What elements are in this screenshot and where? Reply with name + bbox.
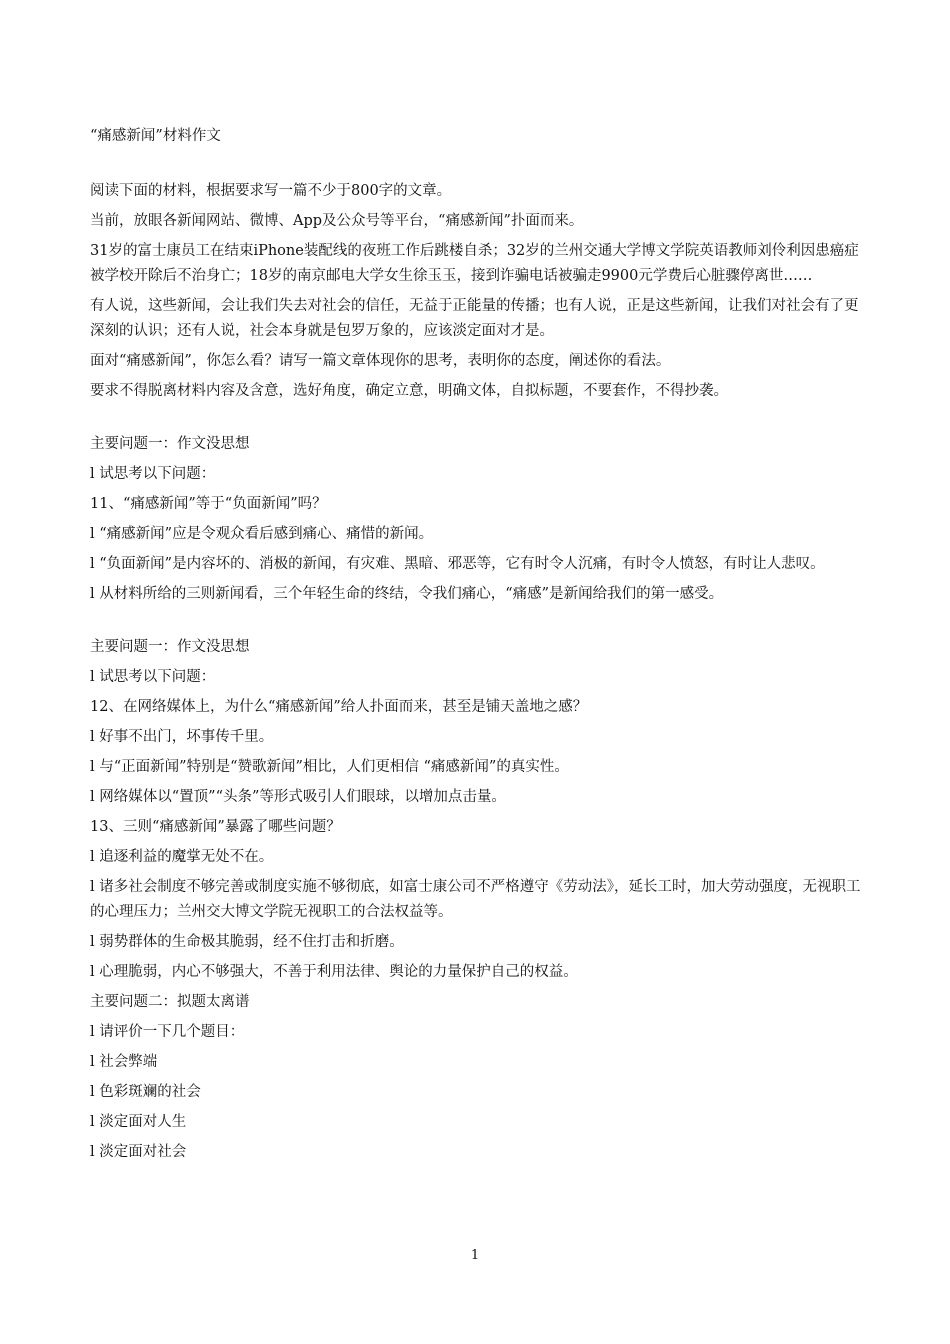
bullet-line: l 好事不出门，坏事传千里。 bbox=[90, 729, 274, 745]
bullet-line: l 弱势群体的生命极其脆弱，经不住打击和折磨。 bbox=[90, 934, 404, 950]
section-one bbox=[90, 432, 862, 607]
bullet-line: l 心理脆弱，内心不够强大，不善于利用法律、舆论的力量保护自己的权益。 bbox=[90, 964, 578, 980]
question-line: 13、三则“痛感新闻”暴露了哪些问题？ bbox=[90, 819, 341, 835]
bullet-line: l 请评价一下几个题目： bbox=[90, 1024, 245, 1040]
prompt-paragraph: 面对“痛感新闻”，你怎么看？请写一篇文章体现你的思考，表明你的态度，阐述你的看法。 bbox=[90, 353, 671, 369]
bullet-line: l 社会弊端 bbox=[90, 1054, 158, 1070]
question-line: 11、“痛感新闻”等于“负面新闻”吗？ bbox=[90, 496, 327, 512]
bullet-line: l 网络媒体以“置顶”“头条”等形式吸引人们眼球，以增加点击量。 bbox=[90, 789, 506, 805]
bullet-line: l 与“正面新闻”特别是“赞歌新闻”相比，人们更相信 “痛感新闻”的真实性。 bbox=[90, 759, 569, 775]
page-number: 1 bbox=[470, 1248, 480, 1263]
prompt-paragraph: 有人说，这些新闻，会让我们失去对社会的信任，无益于正能量的传播；也有人说，正是这些新闻，让我们对社会有了更深刻的认识；还有人说，社会本身就是包罗万象的，应该淡定面对才是。 bbox=[90, 298, 859, 339]
prompt-paragraph: 31岁的富士康员工在结束iPhone装配线的夜班工作后跳楼自杀；32岁的兰州交通大学博文学院英语教师刘伶利因患癌症被学校开除后不治身亡；18岁的南京邮电大学女生徐玉玉，接到诈骗电话被骗走9900元学费后心脏骤停离世…… bbox=[90, 243, 859, 284]
bullet-line: l 从材料所给的三则新闻看，三个年轻生命的终结，令我们痛心，“痛感”是新闻给我们的第一感受。 bbox=[90, 586, 724, 602]
bullet-line: l 试思考以下问题： bbox=[90, 466, 216, 482]
section-two bbox=[90, 635, 862, 1165]
document-title: “痛感新闻”材料作文 bbox=[90, 128, 221, 144]
bullet-line: l 淡定面对人生 bbox=[90, 1114, 187, 1130]
bullet-line: l 追逐利益的魔掌无处不在。 bbox=[90, 849, 274, 865]
section-heading: 主要问题一：作文没思想 bbox=[90, 639, 250, 655]
prompt-paragraph: 当前，放眼各新闻网站、微博、App及公众号等平台，“痛感新闻”扑面而来。 bbox=[90, 213, 584, 229]
prompt-section bbox=[90, 179, 862, 404]
prompt-paragraph: 要求不得脱离材料内容及含意，选好角度，确定立意，明确文体，自拟标题，不要套作，不得抄袭。 bbox=[90, 383, 728, 399]
bullet-line: l “痛感新闻”应是令观众看后感到痛心、痛惜的新闻。 bbox=[90, 526, 434, 542]
bullet-line: l 诸多社会制度不够完善或制度实施不够彻底，如富士康公司不严格遵守《劳动法》，延长工时，加大劳动强度，无视职工的心理压力；兰州交大博文学院无视职工的合法权益等。 bbox=[90, 879, 861, 920]
section-heading: 主要问题二：拟题太离谱 bbox=[90, 994, 250, 1010]
bullet-line: l 淡定面对社会 bbox=[90, 1144, 187, 1160]
question-line: 12、在网络媒体上，为什么“痛感新闻”给人扑面而来，甚至是铺天盖地之感？ bbox=[90, 699, 588, 715]
bullet-line: l 色彩斑斓的社会 bbox=[90, 1084, 201, 1100]
section-heading: 主要问题一：作文没思想 bbox=[90, 436, 250, 452]
document-page bbox=[90, 124, 862, 1170]
bullet-line: l 试思考以下问题： bbox=[90, 669, 216, 685]
prompt-paragraph: 阅读下面的材料，根据要求写一篇不少于800字的文章。 bbox=[90, 183, 452, 199]
bullet-line: l “负面新闻”是内容坏的、消极的新闻，有灾难、黑暗、邪恶等，它有时令人沉痛，有时令人愤怒，有时让人悲叹。 bbox=[90, 556, 825, 572]
